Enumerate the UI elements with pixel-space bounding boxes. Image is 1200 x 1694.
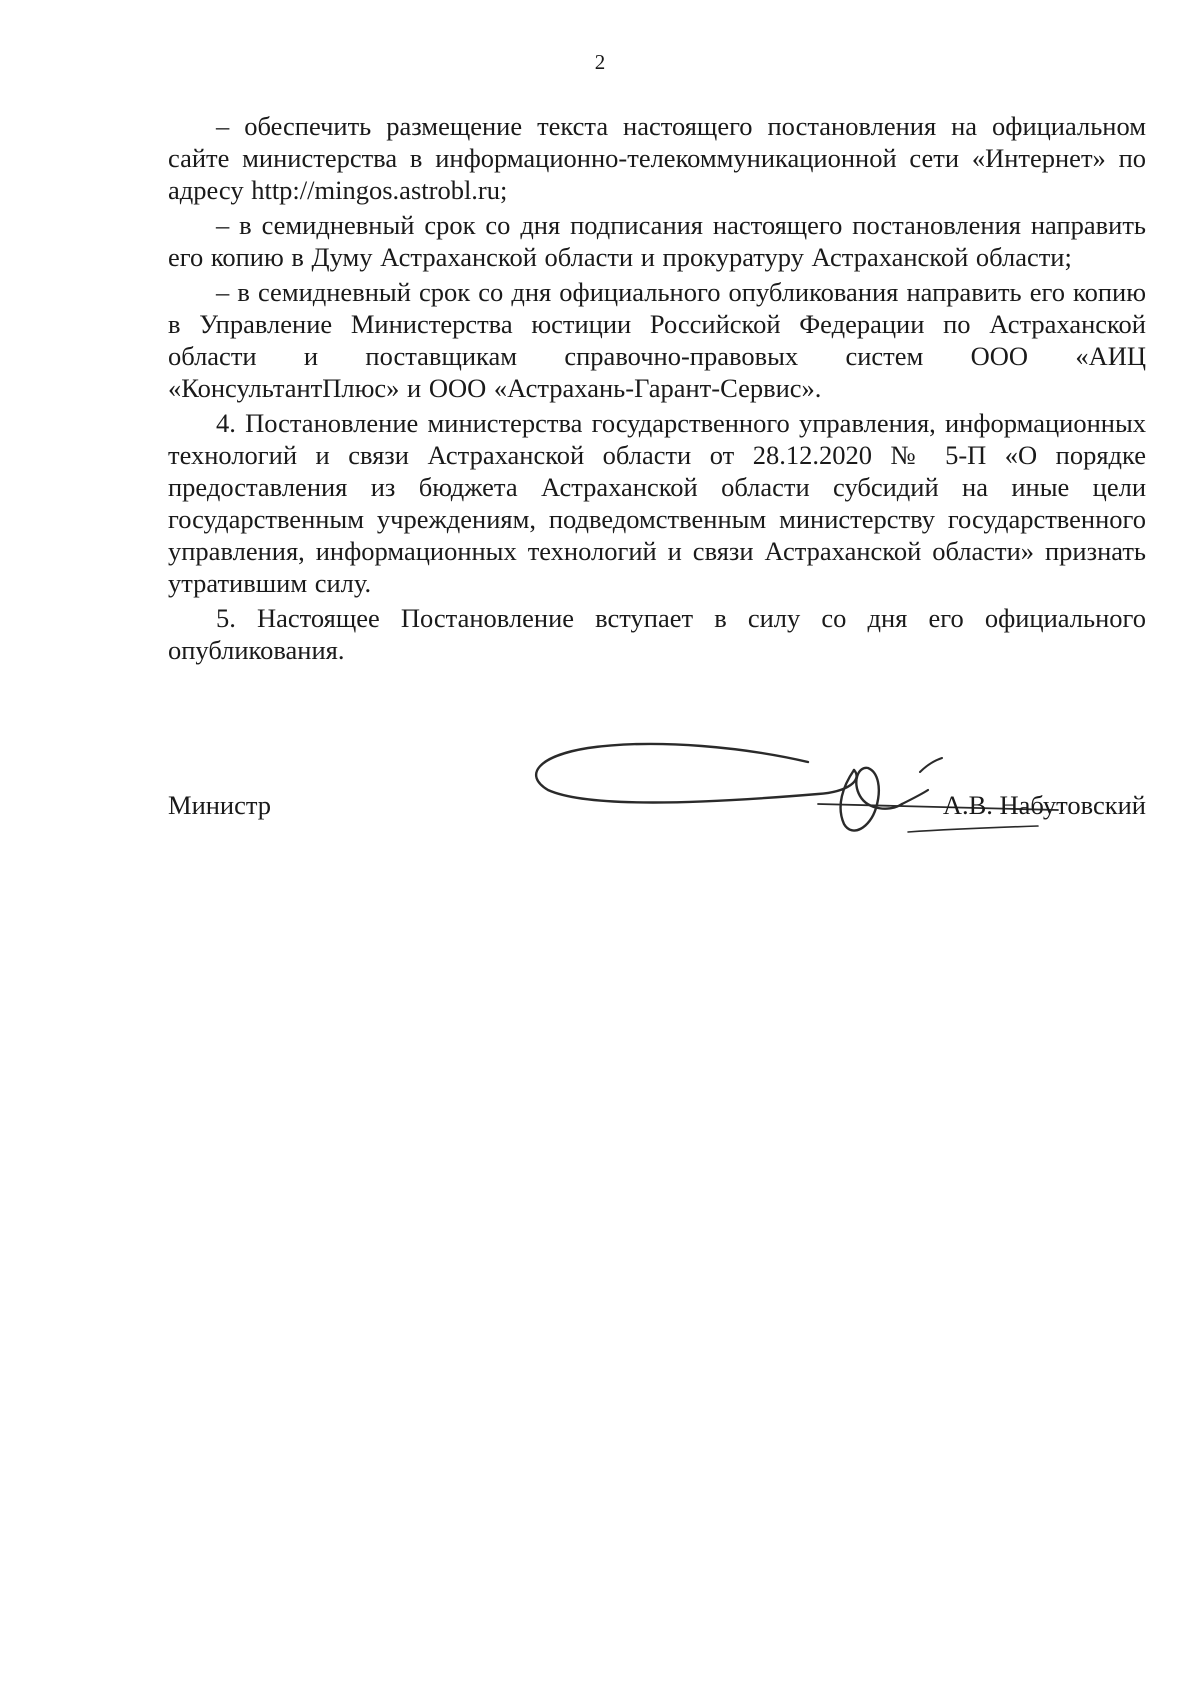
paragraph-publish-site: – обеспечить размещение текста настоящего постановления на официальном сайте министерства в информационно-телекоммуникационной сети «Интернет» по адресу http://mingos.astrobl.ru; bbox=[168, 111, 1146, 205]
signer-role: Министр bbox=[168, 790, 272, 820]
signer-name: А.В. Набутовский bbox=[942, 790, 1146, 820]
paragraph-send-justice: – в семидневный срок со дня официального опубликования направить его копию в Управление Министерства юстиции Российской Федерации по Астраханской области и поставщикам справочно-правовых систем ООО «АИЦ «КонсультантПлюс» и ООО «Астрахань-Гарант-Сервис». bbox=[168, 277, 1146, 403]
signature-block bbox=[168, 720, 1146, 840]
paragraph-repeal: 4. Постановление министерства государственного управления, информационных технологий и связи Астраханской области от 28.12.2020 № 5-П «О порядке предоставления из бюджета Астраханской области субсидий на иные цели государственным учреждениям, подведомственным министерству государственного управления, информационных технологий и связи Астраханской области» признать утратившим силу. bbox=[168, 408, 1146, 598]
paragraph-effective: 5. Настоящее Постановление вступает в силу со дня его официального опубликования. bbox=[168, 603, 1146, 665]
document-body bbox=[168, 110, 1146, 669]
paragraph-send-duma: – в семидневный срок со дня подписания настоящего постановления направить его копию в Думу Астраханской области и прокуратуру Астраханской области; bbox=[168, 210, 1146, 272]
handwritten-signature bbox=[518, 720, 1078, 840]
page-number: 2 bbox=[594, 50, 606, 74]
